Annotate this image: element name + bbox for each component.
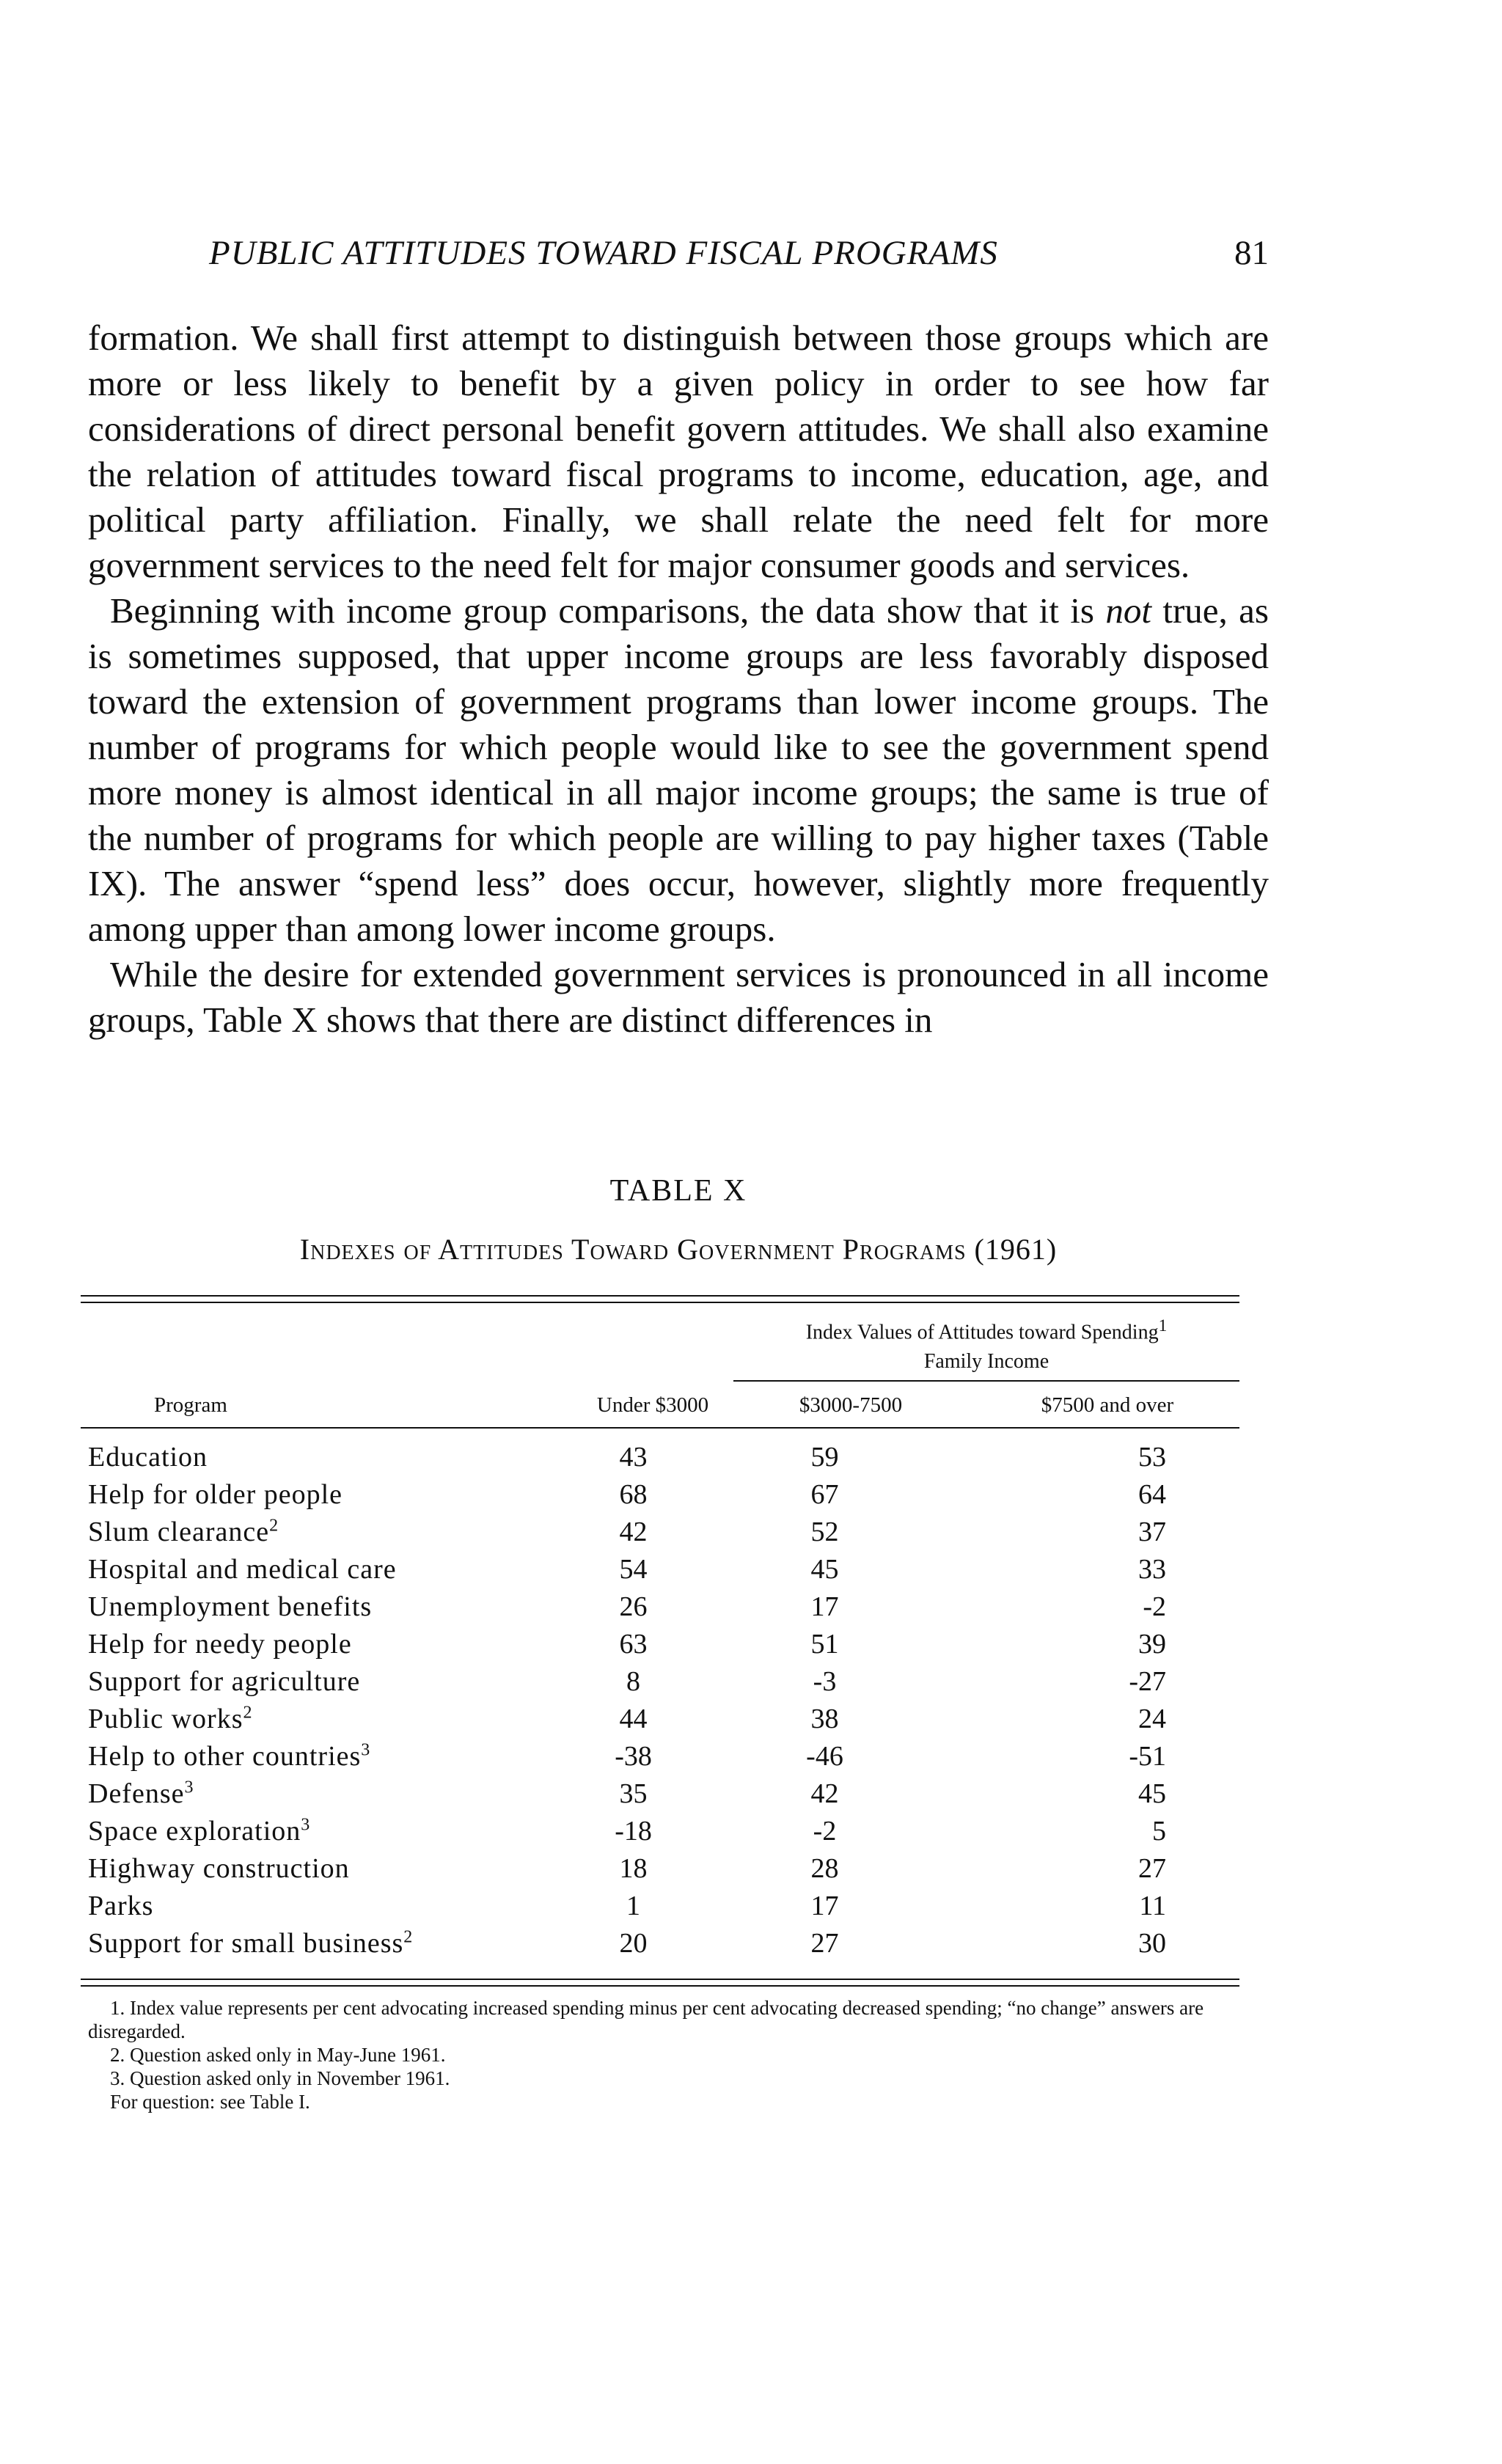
- cell-under-3000: 54: [619, 1554, 648, 1585]
- row-footnote-ref: 3: [301, 1815, 311, 1835]
- table-top-rule: [81, 1295, 1239, 1297]
- cell-3000-7500: 28: [810, 1853, 839, 1884]
- cell-7500-over: -2: [1143, 1591, 1166, 1622]
- row-label: [88, 1738, 543, 1775]
- table-row: [88, 1476, 1239, 1514]
- running-title: PUBLIC ATTITUDES TOWARD FISCAL PROGRAMS: [209, 234, 998, 272]
- cell-under-3000: 43: [619, 1442, 648, 1473]
- group-header-footnote-ref: 1: [1158, 1316, 1168, 1335]
- cell-7500-over: 37: [1138, 1517, 1166, 1547]
- cell-3000-7500: 67: [810, 1479, 839, 1510]
- row-label: [88, 1850, 543, 1888]
- table-number: TABLE X: [609, 1174, 747, 1208]
- row-label-text: Unemployment benefits: [88, 1591, 373, 1622]
- column-header-3000-7500: $3000-7500: [799, 1393, 903, 1417]
- paragraph-2-rest: true, as is sometimes supposed, that upper income groups are less favorably disposed toward the extension of government programs than lower income groups. The number of programs for which people would like to see the government spend more money is almost identical in all major income groups; the same is true of the number of programs for which people are willing to pay higher taxes (Table IX). The answer “spend less” does occur, however, slightly more frequently among upper than among lower income groups.: [88, 590, 1269, 949]
- cell-under-3000: 8: [626, 1666, 641, 1697]
- table-top-rule-inner: [81, 1302, 1239, 1303]
- group-header: [733, 1311, 1239, 1376]
- column-header-under-3000: Under $3000: [596, 1393, 709, 1417]
- footnote-source: For question: see Table I.: [110, 2091, 310, 2113]
- row-label: [88, 1775, 543, 1813]
- cell-3000-7500: 45: [810, 1554, 839, 1585]
- table-row: [88, 1439, 1239, 1476]
- running-head: [88, 233, 1269, 277]
- row-footnote-ref: 2: [403, 1927, 414, 1947]
- table-row: [88, 1738, 1239, 1775]
- row-label-text: Slum clearance: [88, 1517, 270, 1547]
- column-header-program: Program: [154, 1393, 227, 1417]
- table-body: [88, 1439, 1239, 1962]
- footnote-1: 1. Index value represents per cent advocating increased spending minus per cent advocating decreased spending; “no change” answers are disregarded.: [88, 1997, 1204, 2042]
- footnote-3: 3. Question asked only in November 1961.: [110, 2067, 450, 2089]
- row-label-text: Help for older people: [88, 1479, 343, 1510]
- cell-7500-over: 11: [1139, 1891, 1166, 1921]
- row-label: [88, 1588, 543, 1626]
- cell-3000-7500: 42: [810, 1778, 839, 1809]
- row-label-text: Space exploration: [88, 1816, 301, 1847]
- cell-under-3000: 68: [619, 1479, 648, 1510]
- cell-7500-over: 27: [1138, 1853, 1166, 1884]
- row-label-text: Hospital and medical care: [88, 1554, 397, 1585]
- cell-3000-7500: 27: [810, 1928, 839, 1959]
- cell-7500-over: -51: [1129, 1741, 1166, 1772]
- row-label: [88, 1925, 543, 1962]
- table-row: [88, 1588, 1239, 1626]
- table-caption: Indexes of Attitudes Toward Government Programs (1961): [299, 1233, 1058, 1266]
- row-label-text: Education: [88, 1442, 208, 1473]
- cell-3000-7500: 51: [810, 1629, 839, 1660]
- cell-under-3000: 35: [619, 1778, 648, 1809]
- cell-under-3000: 26: [619, 1591, 648, 1622]
- cell-under-3000: -38: [615, 1741, 652, 1772]
- table-row: [88, 1514, 1239, 1551]
- group-header-line2: Family Income: [923, 1350, 1049, 1374]
- cell-3000-7500: -46: [806, 1741, 843, 1772]
- row-label: [88, 1626, 543, 1663]
- table-row: [88, 1888, 1239, 1925]
- cell-under-3000: 18: [619, 1853, 648, 1884]
- cell-7500-over: -27: [1129, 1666, 1166, 1697]
- row-label: [88, 1514, 543, 1551]
- cell-7500-over: 39: [1138, 1629, 1166, 1660]
- paragraph-1: formation. We shall first attempt to distinguish between those groups which are more or less likely to benefit by a given policy in order to see how far considerations of direct personal benefit govern attitudes. We shall also examine the relation of attitudes toward fiscal programs to income, education, age, and political party affiliation. Finally, we shall relate the need felt for more government services to the need felt for major consumer goods and services.: [88, 318, 1269, 585]
- paragraph-2-start: Beginning with income group comparisons, the data show that it is: [110, 590, 1094, 631]
- row-label-text: Support for small business: [88, 1928, 404, 1959]
- row-footnote-ref: 2: [243, 1703, 253, 1723]
- table-row: [88, 1626, 1239, 1663]
- column-header-rule: [81, 1427, 1239, 1429]
- page-number: 81: [1234, 234, 1269, 272]
- table-bottom-rule-inner: [81, 1985, 1239, 1987]
- cell-under-3000: 42: [619, 1517, 648, 1547]
- row-label-text: Help for needy people: [88, 1629, 352, 1660]
- cell-3000-7500: 38: [810, 1704, 839, 1734]
- cell-3000-7500: 17: [810, 1591, 839, 1622]
- row-label: [88, 1439, 543, 1476]
- row-label-text: Parks: [88, 1891, 154, 1921]
- cell-7500-over: 5: [1152, 1816, 1166, 1847]
- cell-under-3000: 20: [619, 1928, 648, 1959]
- cell-7500-over: 64: [1138, 1479, 1166, 1510]
- table-row: [88, 1925, 1239, 1962]
- row-label: [88, 1888, 543, 1925]
- row-label-text: Support for agriculture: [88, 1666, 361, 1697]
- table-row: [88, 1551, 1239, 1588]
- footnotes: [88, 1996, 1239, 2113]
- cell-3000-7500: 52: [810, 1517, 839, 1547]
- row-footnote-ref: 3: [184, 1778, 194, 1797]
- row-label: [88, 1701, 543, 1738]
- table-row: [88, 1813, 1239, 1850]
- table-row: [88, 1775, 1239, 1813]
- cell-3000-7500: 59: [810, 1442, 839, 1473]
- cell-3000-7500: 17: [810, 1891, 839, 1921]
- row-label-text: Public works: [88, 1704, 243, 1734]
- cell-under-3000: -18: [615, 1816, 652, 1847]
- row-label-text: Highway construction: [88, 1853, 350, 1884]
- paragraph-3: While the desire for extended government services is pronounced in all income groups, Table X shows that there are distinct differences in: [88, 954, 1269, 1040]
- row-footnote-ref: 3: [361, 1740, 371, 1760]
- cell-under-3000: 44: [619, 1704, 648, 1734]
- cell-7500-over: 24: [1138, 1704, 1166, 1734]
- table-row: [88, 1663, 1239, 1701]
- row-label: [88, 1813, 543, 1850]
- column-header-7500-over: $7500 and over: [1041, 1393, 1174, 1417]
- group-header-rule: [733, 1380, 1239, 1382]
- table-row: [88, 1850, 1239, 1888]
- row-label: [88, 1476, 543, 1514]
- cell-3000-7500: -3: [813, 1666, 837, 1697]
- data-table: [88, 1439, 1239, 1962]
- cell-7500-over: 33: [1138, 1554, 1166, 1585]
- table-row: [88, 1701, 1239, 1738]
- cell-under-3000: 1: [626, 1891, 641, 1921]
- paragraph-2-emphasis: not: [1105, 590, 1151, 631]
- cell-7500-over: 45: [1138, 1778, 1166, 1809]
- paragraph-2: [88, 588, 1269, 952]
- group-header-line1: Index Values of Attitudes toward Spending: [805, 1321, 1159, 1344]
- row-label: [88, 1663, 543, 1701]
- cell-7500-over: 53: [1138, 1442, 1166, 1473]
- cell-3000-7500: -2: [813, 1816, 837, 1847]
- table-bottom-rule: [81, 1979, 1239, 1980]
- cell-7500-over: 30: [1138, 1928, 1166, 1959]
- row-label-text: Defense: [88, 1778, 185, 1809]
- row-footnote-ref: 2: [269, 1516, 279, 1536]
- row-label-text: Help to other countries: [88, 1741, 362, 1772]
- footnote-2: 2. Question asked only in May-June 1961.: [110, 2044, 446, 2066]
- cell-under-3000: 63: [619, 1629, 648, 1660]
- body-text: [88, 315, 1269, 1043]
- row-label: [88, 1551, 543, 1588]
